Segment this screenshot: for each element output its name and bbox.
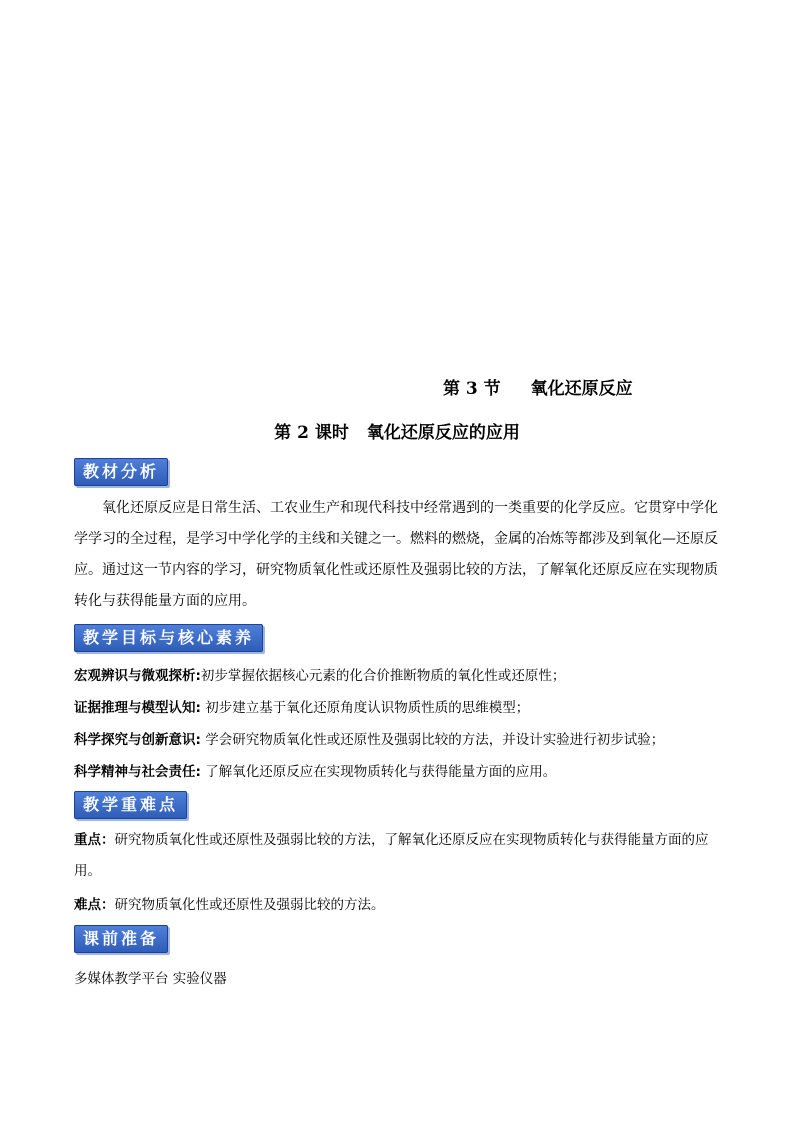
objective-text: 了解氧化还原反应在实现物质转化与获得能量方面的应用。 [200, 764, 557, 780]
objective-label: 宏观辨识与微观探析: [74, 668, 201, 684]
textbook-analysis-paragraph: 氧化还原反应是日常生活、工农业生产和现代科技中经常遇到的一类重要的化学反应。它贯穿中学化学学习的全过程，是学习中学化学的主线和关键之一。燃料的燃烧，金属的冶炼等都涉及到氧化—还原反应。通过这一节内容的学习，研究物质氧化性或还原性及强弱比较的方法，了解氧化还原反应在实现物质转化与获得能量方面的应用。 [74, 500, 718, 609]
difficult-point-label: 难点： [74, 897, 115, 913]
lesson-number: 第 2 课时 [274, 423, 349, 443]
key-point-label: 重点： [74, 832, 115, 848]
key-points-badge: 教学重难点 [74, 791, 187, 819]
key-point [74, 825, 734, 887]
objective-label: 科学探究与创新意识: [74, 732, 201, 748]
objective-label: 科学精神与社会责任: [74, 764, 201, 780]
textbook-analysis-badge: 教材分析 [74, 458, 168, 486]
preparation-badge: 课前准备 [74, 925, 168, 953]
objective-text: 初步掌握依据核心元素的化合价推断物质的氧化性或还原性； [200, 668, 566, 684]
objective-text: 初步建立基于氧化还原角度认识物质性质的思维模型； [200, 700, 530, 716]
objective-label: 证据推理与模型认知: [74, 700, 201, 716]
difficult-point [74, 893, 385, 913]
section-number: 第 3 节 [443, 379, 501, 399]
difficult-point-text: 研究物质氧化性或还原性及强弱比较的方法。 [114, 897, 385, 913]
key-point-text: 研究物质氧化性或还原性及强弱比较的方法，了解氧化还原反应在实现物质转化与获得能量方面的应用。 [74, 832, 709, 879]
objective-item [74, 760, 556, 780]
section-name: 氧化还原反应 [530, 379, 633, 399]
objectives-badge: 教学目标与核心素养 [74, 624, 263, 652]
objective-item [74, 728, 664, 748]
objective-item [74, 664, 565, 684]
objective-item [74, 696, 529, 716]
lesson-title [0, 418, 794, 443]
lesson-name: 氧化还原反应的应用 [366, 423, 520, 443]
objective-text: 学会研究物质氧化性或还原性及强弱比较的方法，并设计实验进行初步试验； [200, 732, 665, 748]
preparation-text: 多媒体教学平台 实验仪器 [74, 971, 227, 987]
section-title [443, 374, 633, 399]
